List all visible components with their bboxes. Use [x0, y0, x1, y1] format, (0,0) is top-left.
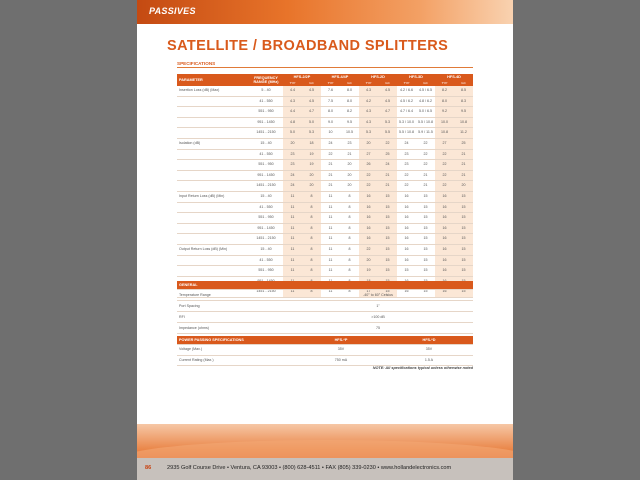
table-row — [177, 202, 473, 213]
value-cell: 15 — [454, 223, 473, 234]
value-cell: 10.0 — [435, 117, 454, 128]
value-cell: 15 — [378, 244, 397, 255]
value-cell: 4.5 — [378, 96, 397, 107]
value-cell: 5.3 / 10.0 — [397, 117, 416, 128]
value-cell: 27 — [359, 149, 378, 160]
value-cell: 11 — [283, 266, 302, 277]
parameter-cell — [177, 107, 249, 118]
value-cell: 22 — [435, 181, 454, 192]
value-cell: 16 — [397, 223, 416, 234]
page-title: SATELLITE / BROADBAND SPLITTERS — [167, 38, 449, 54]
value-cell: 5.5 / 10.8 — [416, 117, 435, 128]
value-cell: 4.3 — [359, 86, 378, 96]
value-cell: 22 — [359, 170, 378, 181]
value-cell: 22 — [397, 170, 416, 181]
value-cell: 22 — [321, 149, 340, 160]
value-cell: 5.0 / 6.5 — [416, 107, 435, 118]
col-subheader: GC — [454, 81, 473, 86]
power-passing-table — [177, 336, 473, 366]
value-cell: 15 — [416, 244, 435, 255]
frequency-cell: 15 - 40 — [249, 138, 283, 149]
power-value: 750 mA — [297, 355, 385, 366]
specifications-label: SPECIFICATIONS — [177, 61, 216, 66]
value-cell: 9.0 — [321, 117, 340, 128]
value-cell: 15 — [416, 202, 435, 213]
value-cell: 15 — [416, 287, 435, 298]
table-row — [177, 191, 473, 202]
value-cell: 8 — [302, 234, 321, 245]
value-cell: 11 — [321, 191, 340, 202]
value-cell: 4.7 / 6.4 — [397, 107, 416, 118]
value-cell: 11 — [283, 255, 302, 266]
value-cell: 21 — [454, 160, 473, 171]
table-row — [177, 117, 473, 128]
col-subheader: GC — [340, 81, 359, 86]
power-value: 35V — [385, 345, 473, 356]
value-cell: 20 — [340, 170, 359, 181]
parameter-cell — [177, 149, 249, 160]
value-cell: 8 — [302, 191, 321, 202]
value-cell: 16 — [359, 191, 378, 202]
value-cell: 8 — [340, 202, 359, 213]
frequency-cell: 41 - 550 — [249, 202, 283, 213]
value-cell: 15 — [416, 213, 435, 224]
general-value: -40° to 60° Celsius — [283, 290, 473, 301]
value-cell: 11 — [321, 202, 340, 213]
value-cell: 16 — [397, 244, 416, 255]
value-cell: 16 — [359, 223, 378, 234]
value-cell: 16 — [435, 255, 454, 266]
value-cell: 15 — [454, 191, 473, 202]
value-cell: 5.5 — [378, 128, 397, 139]
page-footer — [137, 458, 513, 480]
value-cell: 22 — [397, 181, 416, 192]
value-cell: 11 — [283, 191, 302, 202]
table-row — [177, 301, 473, 312]
value-cell: 22 — [435, 160, 454, 171]
value-cell: 5.9 / 11.5 — [416, 128, 435, 139]
footer-address: 2935 Golf Course Drive • Ventura, CA 93003 • (800) 628-4511 • FAX (805) 339-0230 • www.hollandelectronics.com — [167, 465, 452, 471]
value-cell: 11.2 — [454, 128, 473, 139]
frequency-cell: 551 - 950 — [249, 213, 283, 224]
power-col-p: HFS-*P — [297, 336, 385, 345]
general-label: Temperature Range — [177, 290, 283, 301]
frequency-cell: 41 - 550 — [249, 149, 283, 160]
col-subheader: TYP — [321, 81, 340, 86]
frequency-cell: 551 - 950 — [249, 107, 283, 118]
table-row — [177, 96, 473, 107]
value-cell: 15 — [454, 255, 473, 266]
footnote: NOTE: All specifications typical unless otherwise noted — [372, 366, 473, 370]
value-cell: 11 — [321, 244, 340, 255]
frequency-cell: 1451 - 2150 — [249, 234, 283, 245]
value-cell: 8 — [340, 287, 359, 298]
value-cell: 15 — [416, 234, 435, 245]
value-cell: 4.3 — [283, 96, 302, 107]
value-cell: 21 — [416, 181, 435, 192]
value-cell: 8.0 — [340, 86, 359, 96]
value-cell: 11 — [283, 213, 302, 224]
value-cell: 4.7 — [378, 107, 397, 118]
section-banner — [137, 0, 513, 24]
value-cell: 21 — [454, 149, 473, 160]
value-cell: 5.5 / 10.8 — [397, 128, 416, 139]
col-model: HFS-4D — [435, 74, 473, 81]
value-cell: 11 — [283, 244, 302, 255]
value-cell: 22 — [359, 244, 378, 255]
col-subheader: TYP — [359, 81, 378, 86]
value-cell: 8 — [340, 223, 359, 234]
value-cell: 15 — [416, 223, 435, 234]
value-cell: 21 — [340, 149, 359, 160]
value-cell: 17 — [359, 287, 378, 298]
value-cell: 23 — [397, 149, 416, 160]
value-cell: 20 — [359, 138, 378, 149]
general-header: GENERAL — [177, 281, 473, 290]
value-cell: 24 — [283, 170, 302, 181]
value-cell: 16 — [397, 191, 416, 202]
table-row — [177, 213, 473, 224]
value-cell: 15 — [454, 213, 473, 224]
table-row — [177, 244, 473, 255]
frequency-cell: 1451 - 2150 — [249, 181, 283, 192]
value-cell: 15 — [454, 244, 473, 255]
value-cell: 4.5 / 6.2 — [397, 96, 416, 107]
value-cell: 8 — [302, 202, 321, 213]
table-row — [177, 128, 473, 139]
parameter-cell — [177, 128, 249, 139]
section-title: PASSIVES — [149, 6, 196, 16]
value-cell: 16 — [397, 213, 416, 224]
value-cell: 16 — [397, 255, 416, 266]
table-row — [177, 323, 473, 334]
parameter-cell — [177, 234, 249, 245]
general-label: RFI — [177, 312, 283, 323]
parameter-cell — [177, 170, 249, 181]
power-value: 35V — [297, 345, 385, 356]
value-cell: 4.8 — [283, 117, 302, 128]
table-row — [177, 290, 473, 301]
value-cell: 8 — [340, 266, 359, 277]
value-cell: 8.3 — [454, 96, 473, 107]
col-subheader: GC — [378, 81, 397, 86]
table-row — [177, 138, 473, 149]
value-cell: 21 — [454, 170, 473, 181]
value-cell: 4.5 — [378, 86, 397, 96]
value-cell: 4.4 — [283, 107, 302, 118]
value-cell: 5.3 — [359, 128, 378, 139]
value-cell: 20 — [340, 181, 359, 192]
frequency-cell: 15 - 40 — [249, 244, 283, 255]
value-cell: 4.3 — [359, 117, 378, 128]
value-cell: 22 — [416, 149, 435, 160]
value-cell: 15 — [378, 202, 397, 213]
value-cell: 15 — [378, 223, 397, 234]
parameter-cell — [177, 255, 249, 266]
table-row — [177, 234, 473, 245]
value-cell: 21 — [416, 170, 435, 181]
general-table — [177, 281, 473, 334]
value-cell: 16 — [397, 234, 416, 245]
value-cell: 22 — [416, 160, 435, 171]
value-cell: 4.2 / 6.6 — [397, 86, 416, 96]
value-cell: 20 — [302, 170, 321, 181]
value-cell: 11 — [321, 255, 340, 266]
value-cell: 15 — [397, 266, 416, 277]
parameter-cell: Isolation (dB) — [177, 138, 249, 149]
value-cell: 8.2 — [340, 107, 359, 118]
table-row — [177, 181, 473, 192]
frequency-cell: 1451 - 2150 — [249, 128, 283, 139]
value-cell: 8 — [302, 266, 321, 277]
value-cell: 27 — [435, 138, 454, 149]
general-value: 75 — [283, 323, 473, 334]
frequency-cell: 951 - 1450 — [249, 223, 283, 234]
table-row — [177, 86, 473, 96]
general-label: Impedance (ohms) — [177, 323, 283, 334]
value-cell: 15 — [454, 266, 473, 277]
table-row — [177, 266, 473, 277]
table-row — [177, 255, 473, 266]
parameter-cell: Insertion Loss (dB) (Max) — [177, 86, 249, 96]
value-cell: 5.3 — [378, 117, 397, 128]
value-cell: 15 — [378, 287, 397, 298]
col-frequency: FREQUENCY RANGE (MHz) — [249, 74, 283, 86]
value-cell: 19 — [302, 149, 321, 160]
value-cell: 23 — [283, 160, 302, 171]
value-cell: 4.3 — [359, 107, 378, 118]
value-cell: 16 — [435, 244, 454, 255]
value-cell: 5.0 — [283, 128, 302, 139]
catalog-page — [137, 0, 513, 480]
value-cell: 7.6 — [321, 86, 340, 96]
value-cell: 4.4 — [283, 86, 302, 96]
value-cell: 4.5 — [302, 96, 321, 107]
value-cell: 24 — [283, 181, 302, 192]
power-col-d: HFS-*D — [385, 336, 473, 345]
value-cell: 21 — [321, 181, 340, 192]
value-cell: 22 — [378, 138, 397, 149]
value-cell: 8.5 — [454, 86, 473, 96]
value-cell: 11 — [283, 234, 302, 245]
parameter-cell — [177, 96, 249, 107]
value-cell: 24 — [321, 138, 340, 149]
col-model: HFS-4/4P — [321, 74, 359, 81]
value-cell: 8 — [302, 223, 321, 234]
table-row — [177, 345, 473, 356]
value-cell: 15 — [378, 234, 397, 245]
value-cell: 22 — [435, 170, 454, 181]
value-cell: 11 — [321, 266, 340, 277]
value-cell: 23 — [283, 149, 302, 160]
frequency-cell: 1451 - 2150 — [249, 287, 283, 298]
parameter-cell: Input Return Loss (dB) (Min) — [177, 191, 249, 202]
value-cell: 16 — [359, 202, 378, 213]
value-cell: 11 — [321, 213, 340, 224]
value-cell: 4.5 — [302, 86, 321, 96]
value-cell: 15 — [378, 266, 397, 277]
value-cell: 8 — [302, 287, 321, 298]
value-cell: 16 — [435, 266, 454, 277]
value-cell: 5.0 — [302, 117, 321, 128]
value-cell: 8 — [302, 244, 321, 255]
value-cell: 4.2 — [359, 96, 378, 107]
value-cell: 5.3 — [302, 128, 321, 139]
value-cell: 4.8 / 6.2 — [416, 96, 435, 107]
table-row — [177, 312, 473, 323]
value-cell: 16 — [435, 223, 454, 234]
col-subheader: GC — [302, 81, 321, 86]
value-cell: 15 — [378, 191, 397, 202]
table-row — [177, 223, 473, 234]
value-cell: 15 — [454, 202, 473, 213]
value-cell: 20 — [454, 181, 473, 192]
value-cell: 16 — [359, 213, 378, 224]
parameter-cell — [177, 117, 249, 128]
frequency-cell: 551 - 950 — [249, 160, 283, 171]
col-subheader: TYP — [435, 81, 454, 86]
value-cell: 8 — [340, 234, 359, 245]
value-cell: 16 — [435, 287, 454, 298]
value-cell: 20 — [340, 160, 359, 171]
value-cell: 4.5 / 6.5 — [416, 86, 435, 96]
col-subheader: TYP — [283, 81, 302, 86]
parameter-cell — [177, 181, 249, 192]
value-cell: 11 — [283, 202, 302, 213]
value-cell: 8.0 — [340, 96, 359, 107]
general-value: >100 dB — [283, 312, 473, 323]
frequency-cell: 41 - 550 — [249, 96, 283, 107]
value-cell: 21 — [378, 181, 397, 192]
value-cell: 16 — [435, 213, 454, 224]
power-label: Voltage (Max.) — [177, 345, 297, 356]
value-cell: 19 — [359, 266, 378, 277]
value-cell: 8 — [302, 213, 321, 224]
value-cell: 22 — [416, 138, 435, 149]
value-cell: 20 — [359, 255, 378, 266]
parameter-cell — [177, 202, 249, 213]
power-value: 1.5 A — [385, 355, 473, 366]
value-cell: 8 — [340, 191, 359, 202]
value-cell: 16 — [435, 234, 454, 245]
value-cell: 8.0 — [435, 96, 454, 107]
table-row — [177, 107, 473, 118]
value-cell: 10.8 — [454, 117, 473, 128]
table-row — [177, 160, 473, 171]
value-cell: 15 — [416, 266, 435, 277]
value-cell: 18 — [302, 138, 321, 149]
value-cell: 10.8 — [435, 128, 454, 139]
table-row — [177, 149, 473, 160]
value-cell: 11 — [283, 223, 302, 234]
frequency-cell: 15 - 40 — [249, 191, 283, 202]
value-cell: 7.5 — [321, 96, 340, 107]
value-cell: 8.2 — [435, 86, 454, 96]
value-cell: 23 — [397, 160, 416, 171]
value-cell: 19 — [302, 160, 321, 171]
general-label: Port Spacing — [177, 301, 283, 312]
value-cell: 15 — [416, 191, 435, 202]
value-cell: 25 — [378, 149, 397, 160]
value-cell: 15 — [454, 287, 473, 298]
value-cell: 15 — [378, 213, 397, 224]
value-cell: 8 — [340, 244, 359, 255]
value-cell: 16 — [435, 191, 454, 202]
value-cell: 26 — [359, 160, 378, 171]
value-cell: 8 — [340, 255, 359, 266]
frequency-cell: 551 - 950 — [249, 266, 283, 277]
value-cell: 21 — [378, 170, 397, 181]
value-cell: 11 — [321, 234, 340, 245]
value-cell: 20 — [302, 181, 321, 192]
parameter-cell — [177, 266, 249, 277]
value-cell: 22 — [435, 149, 454, 160]
value-cell: 24 — [397, 138, 416, 149]
parameter-cell — [177, 213, 249, 224]
parameter-cell: Output Return Loss (dB) (Min) — [177, 244, 249, 255]
parameter-cell — [177, 160, 249, 171]
value-cell: 21 — [321, 160, 340, 171]
value-cell: 22 — [359, 181, 378, 192]
value-cell: 16 — [397, 287, 416, 298]
value-cell: 16 — [359, 234, 378, 245]
col-model: HFS-3D — [397, 74, 435, 81]
specifications-table — [177, 74, 473, 298]
value-cell: 15 — [454, 234, 473, 245]
power-label: Current Rating (Max.) — [177, 355, 297, 366]
frequency-cell: 41 - 550 — [249, 255, 283, 266]
value-cell: 8 — [302, 255, 321, 266]
value-cell: 9.5 — [454, 107, 473, 118]
parameter-cell — [177, 223, 249, 234]
value-cell: 15 — [378, 255, 397, 266]
general-value: 1" — [283, 301, 473, 312]
page-number: 86 — [145, 465, 152, 471]
value-cell: 23 — [340, 138, 359, 149]
frequency-cell: 951 - 1450 — [249, 170, 283, 181]
value-cell: 16 — [397, 202, 416, 213]
value-cell: 9.5 — [340, 117, 359, 128]
power-header: POWER PASSING SPECIFICATIONS — [177, 336, 297, 345]
value-cell: 11 — [283, 287, 302, 298]
value-cell: 10.5 — [340, 128, 359, 139]
col-subheader: GC — [416, 81, 435, 86]
value-cell: 11 — [321, 223, 340, 234]
value-cell: 8.0 — [321, 107, 340, 118]
value-cell: 8 — [340, 213, 359, 224]
col-model: HFS-2D — [359, 74, 397, 81]
value-cell: 4.7 — [302, 107, 321, 118]
divider — [177, 67, 473, 68]
frequency-cell: 951 - 1450 — [249, 117, 283, 128]
value-cell: 21 — [321, 170, 340, 181]
value-cell: 20 — [283, 138, 302, 149]
col-subheader: TYP — [397, 81, 416, 86]
table-row — [177, 170, 473, 181]
value-cell: 11 — [321, 287, 340, 298]
table-row — [177, 355, 473, 366]
value-cell: 16 — [435, 202, 454, 213]
frequency-cell: 5 - 40 — [249, 86, 283, 96]
value-cell: 24 — [378, 160, 397, 171]
value-cell: 10 — [321, 128, 340, 139]
value-cell: 25 — [454, 138, 473, 149]
value-cell: 9.2 — [435, 107, 454, 118]
value-cell: 15 — [416, 255, 435, 266]
col-model: HFS-2/2P — [283, 74, 321, 81]
col-parameter: PARAMETER — [177, 74, 249, 86]
